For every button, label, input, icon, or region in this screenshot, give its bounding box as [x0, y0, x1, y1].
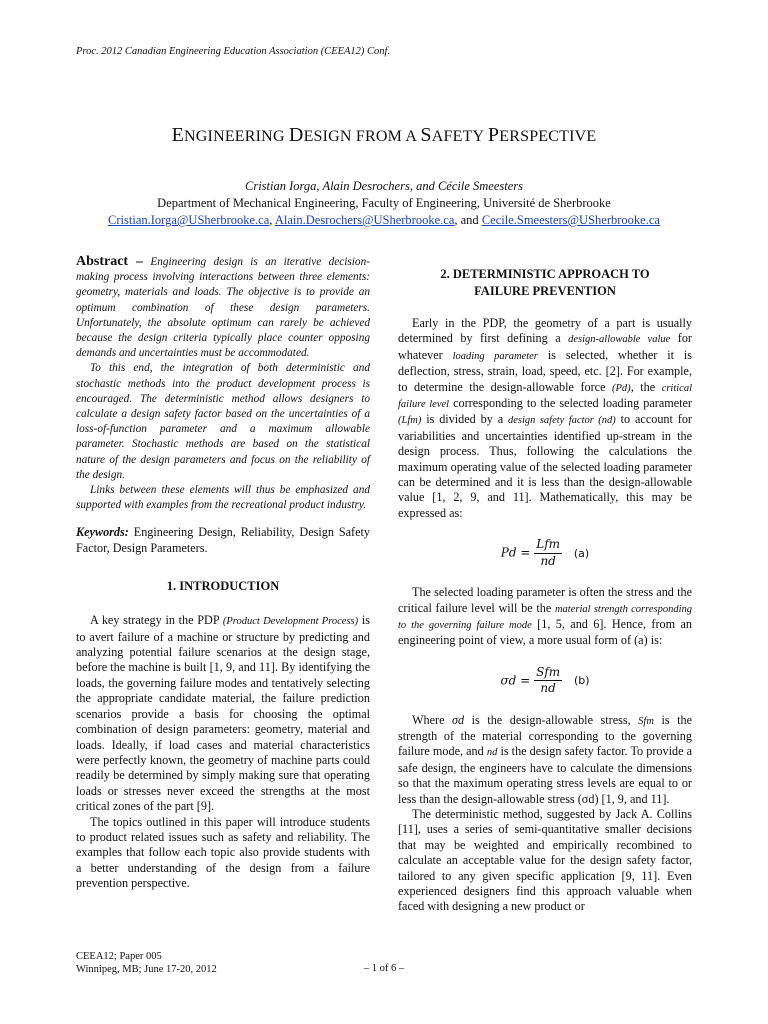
right-column	[398, 266, 692, 915]
author-names: Cristian Iorga, Alain Desrochers, and Cécile Smeesters	[245, 179, 523, 193]
section-heading-deterministic: 2. DETERMINISTIC APPROACH TO FAILURE PREVENTION	[440, 267, 650, 298]
abstract-label: Abstract –	[76, 254, 144, 269]
email-link-desrochers[interactable]: Alain.Desrochers@USherbrooke.ca	[274, 213, 455, 227]
footer-info: CEEA12; Paper 005 Winnipeg, MB; June 17-20, 2012	[76, 951, 217, 975]
section2-paragraph-3: Where σd is the design-allowable stress, Sfm is the strength of the material corresponding to the governing failure mode, and nd is the design safety factor. To provide a safe design, the engineers have to calculate the dimensions so that the maximum operating stress levels are equal to or less than the design-allowable stress (σd) [1, 9, and 11].	[398, 712, 692, 806]
abstract: Abstract – Engineering design is an iterative decision-making process involving interactions between three elements: geometry, materials and loads. The objective is to provide an optimum combination of these design parameters. Unfortunately, the absolute optimum can rarely be achieved because the design criteria typically place counter opposing demands and uncertainties must be accommodated. To this end, the integration of both deterministic and stochastic methods into the product development process is encouraged. The deterministic method allows designers to calculate a design safety factor based on the uncertainties of a loss-of-function parameter and a maximum allowable parameter. Stochastic methods are based on the statistical nature of the design parameters and focus on the reliability of the design. Links between these elements will thus be emphasized and supported with examples from the recreational product industry.	[76, 254, 370, 513]
intro-paragraph-1: A key strategy in the PDP (Product Development Process) is to avert failure of a machine or structure by predicting and analyzing potential failure scenarios at the design stage, before the machine is built [1, 9, and 11]. By identifying the loads, the governing failure modes and tentatively selecting the appropriate candidate material, the failure prediction scenarios provide a basis for choosing the optimal combination of design parameters: geometry, material and loads. Ideally, if load cases and material characteristics were perfectly known, the geometry of machine parts could readily be determined by simply making sure that operating loads or stresses never exceed the strengths at the most critical zones of the part [9].	[76, 613, 370, 814]
section2-paragraph-4: The deterministic method, suggested by Jack A. Collins [11], uses a series of semi-quantitative smaller decisions that may be weighted and empirically recombined to calculate an acceptable value for the design safety factor, tailored to any given specific application [9, 11]. Even experienced designers find this approach valuable when faced with designing a new product or	[398, 806, 692, 914]
affiliation: Department of Mechanical Engineering, Faculty of Engineering, Université de Sherbrooke	[157, 196, 611, 210]
abstract-paragraph-3: Links between these elements will thus be emphasized and supported with examples from the recreational product industry.	[76, 484, 370, 512]
email-link-iorga[interactable]: Cristian.Iorga@USherbrooke.ca	[108, 213, 270, 227]
intro-paragraph-2: The topics outlined in this paper will introduce students to product related issues such as safety and reliability. The examples that follow each topic also provide students with a better understanding of the design from a failure prevention perspective.	[76, 814, 370, 891]
page-number: – 1 of 6 –	[363, 963, 405, 974]
equation-b: σd = $\frac{\text{Sfm}}{nd}$ (b)	[500, 664, 590, 696]
equation-a: Pd = $\frac{\text{Lfm}}{nd}$ (a)	[500, 537, 590, 568]
section-heading-introduction: 1. INTRODUCTION	[166, 579, 280, 594]
email-link-smeesters[interactable]: Cecile.Smeesters@USherbrooke.ca	[481, 213, 660, 227]
section2-paragraph-1: Early in the PDP, the geometry of a part is usually determined by first defining a design-allowable value for whatever loading parameter is selected, whether it is deflection, stress, strain, load, speed, etc. [2]. For example, to determine the design-allowable force (Pd), the critical failure level corresponding to the selected loading parameter (Lfm) is divided by a design safety factor (nd) to account for variabilities and uncertainties identified up-stream in the design process. Thus, following the calculations the maximum operating value of the selected loading parameter can be determined and it is less than the design-allowable value [1, 2, 9, and 11]. Mathematically, this may be expressed as:	[398, 316, 693, 520]
left-column	[76, 254, 370, 892]
keywords: Keywords: Engineering Design, Reliability, Design Safety Factor, Design Parameters.	[76, 525, 370, 555]
running-head: Proc. 2012 Canadian Engineering Education Association (CEEA12) Conf.	[76, 46, 391, 57]
email-line: Cristian.Iorga@USherbrooke.ca, Alain.Desrochers@USherbrooke.ca, and Cecile.Smeesters@USherbrooke.ca	[108, 213, 660, 227]
paper-title: ENGINEERING DESIGN FROM A SAFETY PERSPECTIVE	[171, 124, 597, 146]
section2-paragraph-2: The selected loading parameter is often the stress and the critical failure level will be the material strength corresponding to the governing failure mode [1, 5, and 6]. Hence, from an engineering point of view, a more usual form of (a) is:	[398, 585, 693, 648]
abstract-paragraph-2: To this end, the integration of both deterministic and stochastic methods into the product development process is encouraged. The deterministic method allows designers to calculate a design safety factor based on the uncertainties of a loss-of-function parameter and a maximum allowable parameter. Stochastic methods are based on the statistical nature of the design parameters and focus on the reliability of the design.	[76, 362, 370, 481]
author-block	[0, 178, 768, 229]
